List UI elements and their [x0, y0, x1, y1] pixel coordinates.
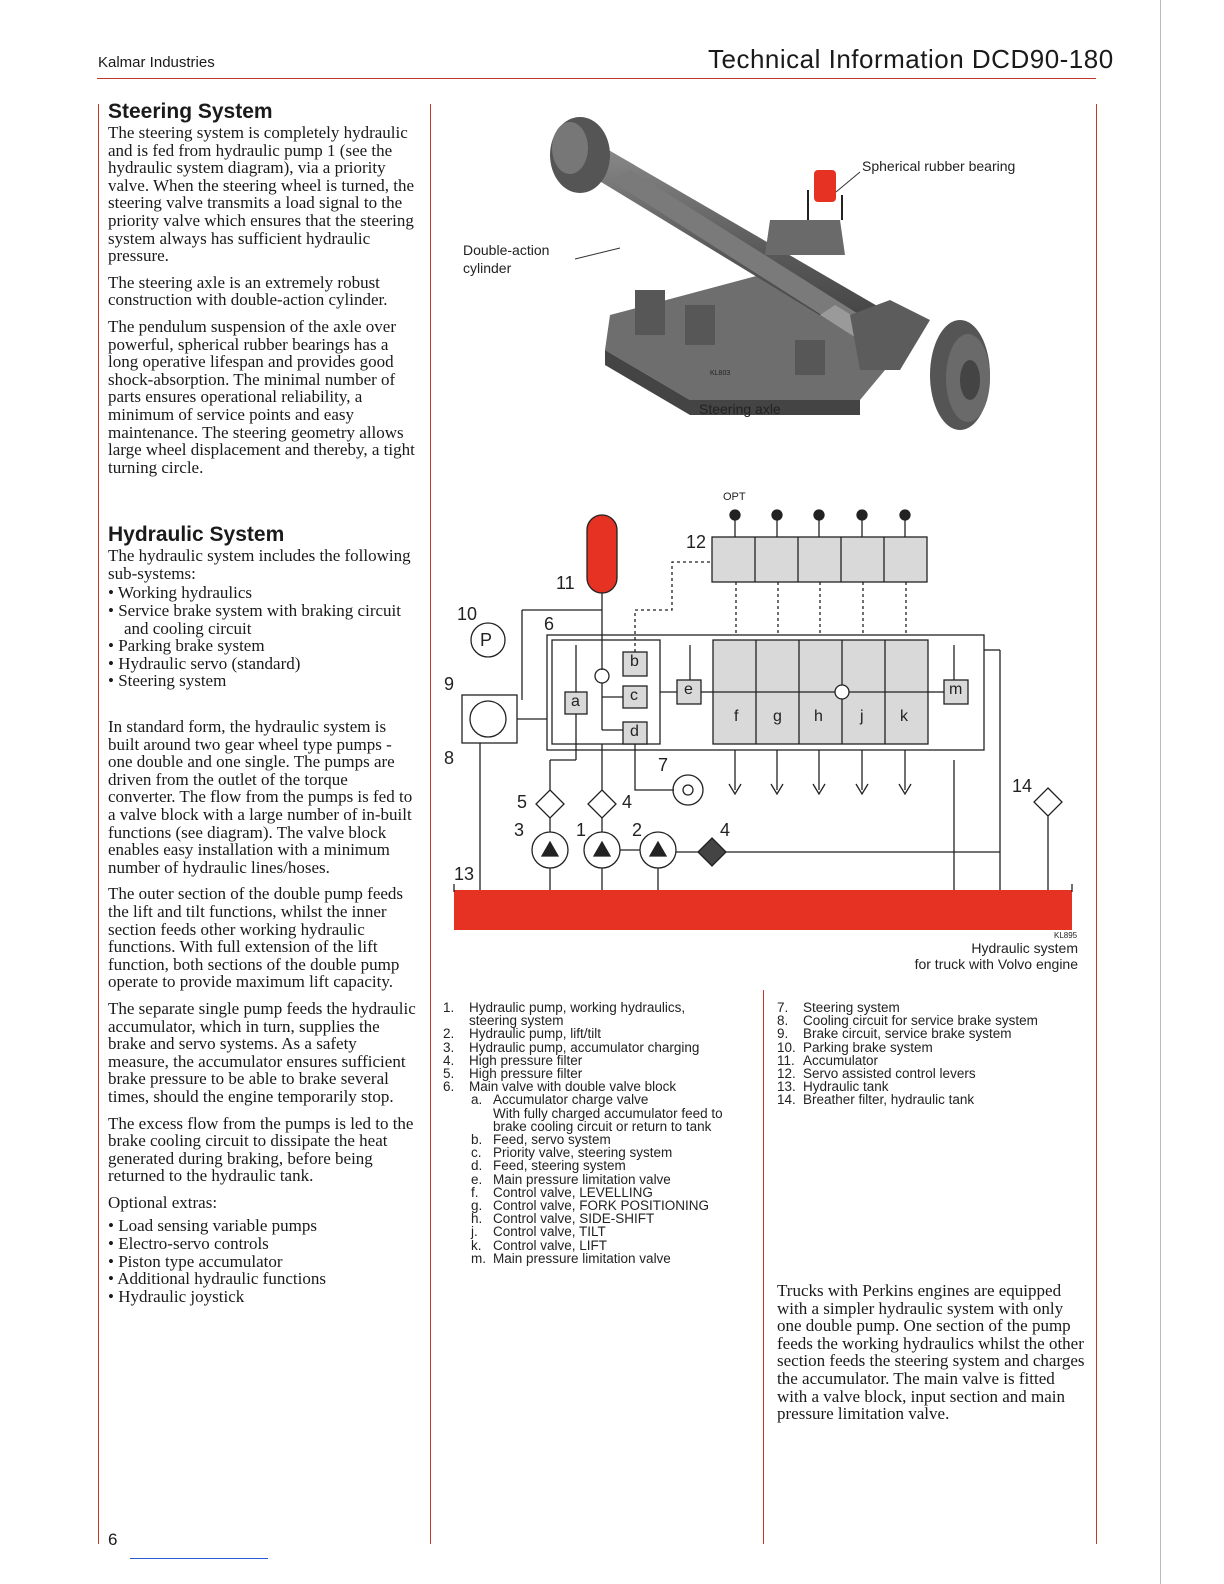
perkins-text [777, 1282, 1087, 1432]
legend-item: 7. Steering system [777, 1000, 900, 1015]
cylinder-label-line1: Double-action [463, 242, 550, 258]
page-number: 6 [108, 1530, 118, 1549]
legend-right [777, 1001, 1087, 1107]
diagram-caption-line1: Hydraulic system [971, 940, 1078, 956]
legend-subitem: m. Main pressure limitation valve [471, 1250, 671, 1266]
subsystem-list [108, 584, 418, 690]
valve-b-label: b [630, 653, 639, 670]
legend-item: 8. Cooling circuit for service brake system [777, 1013, 1038, 1029]
hydraulic-paragraph: The outer section of the double pump feeds the lift and tilt functions, whilst the inner section feeds other working hydraulic functions. With full extension of the lift function, both sections of the double pump operate to provide maximum lift capacity. [108, 884, 404, 992]
steering-paragraph: The steering axle is an extremely robust construction with double-action cylinder. [108, 272, 388, 310]
legend-item: 11. Accumulator [777, 1052, 879, 1068]
list-item: • Additional hydraulic functions [108, 1270, 418, 1288]
label-11: 11 [556, 573, 575, 593]
list-item: • Steering system [108, 672, 418, 690]
valve-k-label: k [900, 708, 908, 725]
page-edge [1160, 0, 1161, 1584]
valve-h-label: h [814, 708, 823, 725]
pump-p-label: P [480, 630, 493, 650]
optional-heading: Optional extras: [108, 1192, 218, 1212]
legend-subitem: d. Feed, steering system [471, 1158, 626, 1174]
valve-m-label: m [949, 681, 963, 698]
legend-item: 9. Brake circuit, service brake system [777, 1026, 1012, 1042]
hydraulic-diagram [440, 480, 1090, 980]
optional-list [108, 1217, 418, 1305]
valve-c-label: c [630, 687, 638, 704]
label-10: 10 [457, 604, 478, 624]
steering-paragraph: The steering system is completely hydraulic and is fed from hydraulic pump 1 (see the hydraulic system diagram), via a priority valve. When the steering wheel is turned, the steering valve transmits a load signal to the priority valve which ensures that the steering system always has sufficient hydraulic pressure. [108, 123, 415, 266]
legend-subitem: j. Control valve, TILT [471, 1224, 606, 1240]
label-9: 9 [444, 674, 455, 694]
footer-link-rule [130, 1558, 268, 1559]
legend-item: 12. Servo assisted control levers [777, 1066, 976, 1082]
cylinder-label-line2: cylinder [463, 260, 512, 276]
legend-subitem: h. Control valve, SIDE-SHIFT [471, 1211, 655, 1227]
legend-item: 4. High pressure filter [443, 1052, 583, 1068]
middle-column-rule [430, 104, 431, 1544]
label-8: 8 [444, 748, 455, 768]
hydraulic-paragraph: The separate single pump feeds the hydraulic accumulator, which in turn, supplies the brake and servo systems. As a safety measure, the accumulator ensures sufficient brake pressure to be able to brake several times, should the engine temporarily stop. [108, 998, 416, 1106]
list-item: • Piston type accumulator [108, 1253, 418, 1271]
accumulator-shape [587, 515, 617, 593]
list-item: • Load sensing variable pumps [108, 1217, 418, 1235]
legend-item: 10. Parking brake system [777, 1039, 933, 1055]
hydraulic-tank [454, 890, 1072, 930]
label-12: 12 [686, 532, 707, 552]
legend-subitem: b. Feed, servo system [471, 1132, 611, 1148]
company-name: Kalmar Industries [98, 54, 215, 71]
diagram-code: KL895 [1054, 931, 1078, 940]
perkins-paragraph: Trucks with Perkins engines are equipped with a simpler hydraulic system with only one double pump. One section of the pump feeds the working hydraulics whilst the other section feeds the steering system and charges the accumulator. The main valve is fitted with a valve block, input section and main pressure limitation valve. [777, 1281, 1085, 1424]
legend-subitem: g. Control valve, FORK POSITIONING [471, 1198, 710, 1214]
left-text-column [108, 100, 418, 1319]
rubber-bearing-highlight [814, 170, 836, 202]
legend-subitem: brake cooling circuit or return to tank [493, 1118, 712, 1134]
right-column-rule [1096, 104, 1097, 1544]
label-3: 3 [514, 820, 525, 840]
label-5: 5 [517, 792, 528, 812]
valve-e-label: e [684, 681, 693, 698]
diagram-caption-line2: for truck with Volvo engine [914, 956, 1078, 972]
valve-f-label: f [734, 708, 739, 725]
steering-axle-figure [440, 100, 1090, 440]
hydraulic-heading: Hydraulic System [108, 523, 285, 547]
valve-a-label: a [571, 693, 580, 710]
left-column-rule [98, 104, 99, 1544]
steering-paragraph: The pendulum suspension of the axle over powerful, spherical rubber bearings has a long operative lifespan and provides good shock-absorption. The minimal number of parts ensures operational reliability, a minimum of service points and easy maintenance. The steering geometry allows large wheel displacement and thereby, a tight turning circle. [108, 316, 415, 477]
valve-j-label: j [860, 708, 864, 725]
steering-heading: Steering System [108, 100, 273, 123]
label-2: 2 [632, 820, 643, 840]
label-13: 13 [454, 864, 475, 884]
list-item: • Service brake system with braking circuit and cooling circuit [108, 602, 418, 637]
legend-subitem: c. Priority valve, steering system [471, 1145, 673, 1161]
document-title: Technical Information DCD90-180 [708, 44, 1114, 74]
list-item: • Working hydraulics [108, 584, 418, 602]
legend-item: 1. Hydraulic pump, working hydraulics, [443, 1000, 686, 1015]
hydraulic-paragraph: The excess flow from the pumps is led to the brake cooling circuit to dissipate the heat generated during braking, before being returned to the hydraulic tank. [108, 1113, 414, 1186]
legend-subitem: e. Main pressure limitation valve [471, 1171, 671, 1187]
list-item: • Electro-servo controls [108, 1235, 418, 1253]
hydraulic-schematic [440, 480, 1090, 980]
legend-left [443, 1001, 758, 1265]
bearing-label: Spherical rubber bearing [862, 158, 1016, 174]
hydraulic-paragraph: In standard form, the hydraulic system is built around two gear wheel type pumps - one double and one single. The pumps are driven from the outlet of the torque converter. The flow from the pumps is fed to a valve block with a large number of in-built functions (see diagram). The valve block enables easy installation with a minimum number of hydraulic lines/hoses. [108, 717, 413, 877]
header-rule [97, 78, 1096, 79]
valve-d-label: d [630, 723, 639, 740]
axle-caption: Steering axle [699, 401, 781, 417]
legend-item: 3. Hydraulic pump, accumulator charging [443, 1039, 700, 1055]
legend-subitem: k. Control valve, LIFT [471, 1237, 608, 1253]
label-14: 14 [1012, 776, 1033, 796]
legend-item: 6. Main valve with double valve block [443, 1079, 677, 1095]
list-item: • Hydraulic joystick [108, 1288, 418, 1306]
legend-column-rule [763, 990, 764, 1544]
label-4a: 4 [622, 792, 633, 812]
legend-item: 13. Hydraulic tank [777, 1079, 889, 1095]
label-7: 7 [658, 755, 669, 775]
legend-item: 5. High pressure filter [443, 1066, 583, 1082]
legend-item: 14. Breather filter, hydraulic tank [777, 1092, 975, 1108]
axle-figure-code: KL803 [710, 370, 731, 377]
legend-subitem: a. Accumulator charge valve [471, 1092, 649, 1108]
legend-subitem: With fully charged accumulator feed to [493, 1105, 723, 1121]
label-4b: 4 [720, 820, 731, 840]
valve-g-label: g [773, 708, 782, 725]
list-item: • Parking brake system [108, 637, 418, 655]
opt-label: OPT [723, 491, 746, 503]
legend-subitem: f. Control valve, LEVELLING [471, 1184, 653, 1200]
steering-axle-illustration [440, 100, 1090, 440]
list-item: • Hydraulic servo (standard) [108, 655, 418, 673]
label-1: 1 [576, 820, 587, 840]
label-6: 6 [544, 614, 555, 634]
legend-item: steering system [469, 1013, 564, 1029]
legend-item: 2. Hydraulic pump, lift/tilt [443, 1026, 602, 1042]
hydraulic-intro: The hydraulic system includes the following sub-systems: [108, 546, 411, 583]
